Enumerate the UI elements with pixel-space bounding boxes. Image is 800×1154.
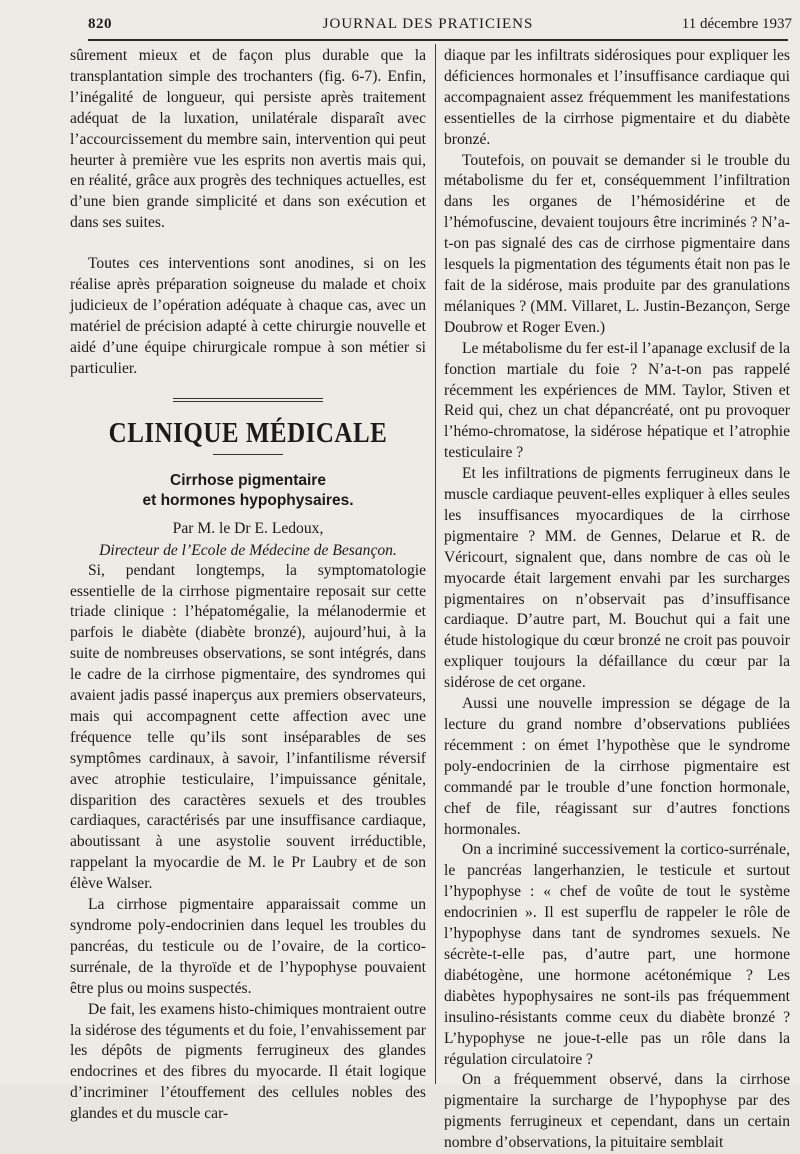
paragraph: Toutefois, on pouvait se demander si le trouble du métabolisme du fer et, conséquemment l’infiltration dans les organes de l’hémosidérine et de l’hémofuscine, devaient toujours être incriminés ? N’a-t-on pas signalé des cas de cirrhose pigmentaire dans lesquels la pigmentation des téguments était non pas le fait de la sidérose, mais produite par des granulations mélaniques ? (MM. Villaret, L. Justin-Bezançon, Serge Doubrow et Roger Even.) (444, 151, 790, 336)
author-byline: Par M. le Dr E. Ledoux, (172, 519, 324, 537)
section-title: CLINIQUE MÉDICALE (108, 417, 388, 449)
paragraph: sûrement mieux et de façon plus durable que la transplantation simple des trochanters (fig. 6-7). Enfin, l’inégalité de longueur, qui persiste après traitement adéquat de la luxation, unilatérale disparaît avec l’accourcissement du membre sain, intervention qui peut heurter à première vue les esprits non avertis mais qui, en réalité, grâce aux progrès des techniques actuelles, est d’une bien grande simplicité et dans son exécution et dans ses suites. (70, 47, 426, 232)
paragraph: Et les infiltrations de pigments ferrugineux dans le muscle cardiaque peuvent-elles expliquer à elles seules les insuffisances myocardiques de la cirrhose pigmentaire ? MM. de Gennes, Delarue et R. de Véricourt, signalent que, dans nombre de cas où le myocarde était largement envahi par les surcharges pigmentaires on n’observait pas d’insuffisance cardiaque. D’autre part, M. Bouchut qui a fait une étude histologique du cœur bronzé ne croit pas pouvoir expliquer toujours la défaillance du cœur par la sidérose de cet organe. (444, 465, 790, 692)
right-column (444, 46, 790, 1154)
paragraph: On a fréquemment observé, dans la cirrhose pigmentaire la surcharge de l’hypophyse par des pigments ferrugineux et cependant, dans un certain nombre d’observations, la pituitaire semblait (444, 1071, 790, 1152)
paragraph: Aussi une nouvelle impression se dégage de la lecture du grand nombre d’observations publiées récemment : on émet l’hypothèse que le syndrome poly-endocrinien de la cirrhose pigmentaire est commandé par le trouble d’une fonction hormonale, chef de file, réagissant sur d’autres fonctions hormonales. (444, 695, 790, 838)
paragraph: Toutes ces interventions sont anodines, si on les réalise après préparation soigneuse du malade et choix judicieux de l’opération adéquate à chaque cas, avec un matériel de précision adapté à cette chirurgie nouvelle et aidé d’une équipe chirurgicale rompue à son métier si particulier. (70, 255, 426, 377)
left-column (70, 46, 426, 1125)
article-title-line: Cirrhose pigmentaire (170, 471, 326, 489)
column-divider (435, 44, 436, 1084)
page-number: 820 (88, 16, 112, 32)
author-affiliation: Directeur de l’Ecole de Médecine de Besançon. (99, 541, 397, 559)
paragraph: Si, pendant longtemps, la symptomatologie essentielle de la cirrhose pigmentaire reposait sur cette triade clinique : l’hépatomégalie, la mélanodermie et parfois le diabète (diabète bronzé), aujourd’hui, à la suite de nombreuses observations, se sont intégrés, dans le cadre de la cirrhose pigmentaire, des syndromes qui avaient jadis passé inaperçus aux premiers observateurs, mais qui accompagnent cette affection avec une fréquence telle qu’ils sont inséparables de ses symptômes cardinaux, à savoir, l’infantilisme réversif avec atrophie testiculaire, l’impuissance génitale, disparition des caractères sexuels et des troubles cardiaques, caractérisés par une insuffisance cardiaque, aboutissant à une asystolie souvent irréductible, rappelant la myocardie de M. le Pr Laubry et de son élève Walser. (70, 561, 426, 893)
running-header (62, 16, 794, 38)
issue-date: 11 décembre 1937 (681, 16, 792, 32)
header-rule (88, 39, 788, 41)
section-separator (173, 398, 323, 402)
title-underline (213, 454, 283, 455)
paragraph: La cirrhose pigmentaire apparaissait comme un syndrome poly-endocrinien dans lequel les troubles du pancréas, du testicule ou de l’ovaire, de la cortico-surrénale, de la thyroïde et de l’hypophyse pouvaient être plus ou moins suspectés. (70, 896, 426, 997)
article-title-line: et hormones hypophysaires. (142, 491, 354, 509)
paragraph: Le métabolisme du fer est-il l’apanage exclusif de la fonction martiale du foie ? N’a-t-on pas rappelé récemment les expériences de MM. Taylor, Stiven et Reid qui, chez un chat dépancréaté, ont pu provoquer l’hémo-chromatose, la sidérose hépatique et l’atrophie testiculaire ? (444, 339, 790, 462)
paragraph: diaque par les infiltrats sidérosiques pour expliquer les déficiences hormonales et l’insuffisance cardiaque qui accompagnaient assez fréquemment les manifestations essentielles de la cirrhose pigmentaire et du diabète bronzé. (444, 47, 790, 148)
paragraph: De fait, les examens histo-chimiques montraient outre la sidérose des téguments et du foie, l’envahissement par les dépôts de pigments ferrugineux des glandes endocrines et des fibres du myocarde. Il était logique d’incriminer l’étouffement des cellules nobles des glandes et du muscle car- (70, 1000, 426, 1123)
journal-title: JOURNAL DES PRATICIENS (322, 16, 534, 32)
paragraph: On a incriminé successivement la cortico-surrénale, le pancréas langerhanzien, le testicule et surtout l’hypophyse : « chef de voûte de tout le système endocrinien ». Il est superflu de rappeler le rôle de l’hypophyse dans tant de syndromes sexuels. Ne sécrète-t-elle pas, d’autre part, une hormone diabétogène, une hormone acétonémique ? Les diabètes hypophysaires ne sont-ils pas fréquemment insulino-résistants comme ceux du diabète bronzé ? L’hypophyse ne joue-t-elle pas un rôle dans la régulation circulatoire ? (444, 841, 790, 1068)
article-title (70, 471, 426, 511)
